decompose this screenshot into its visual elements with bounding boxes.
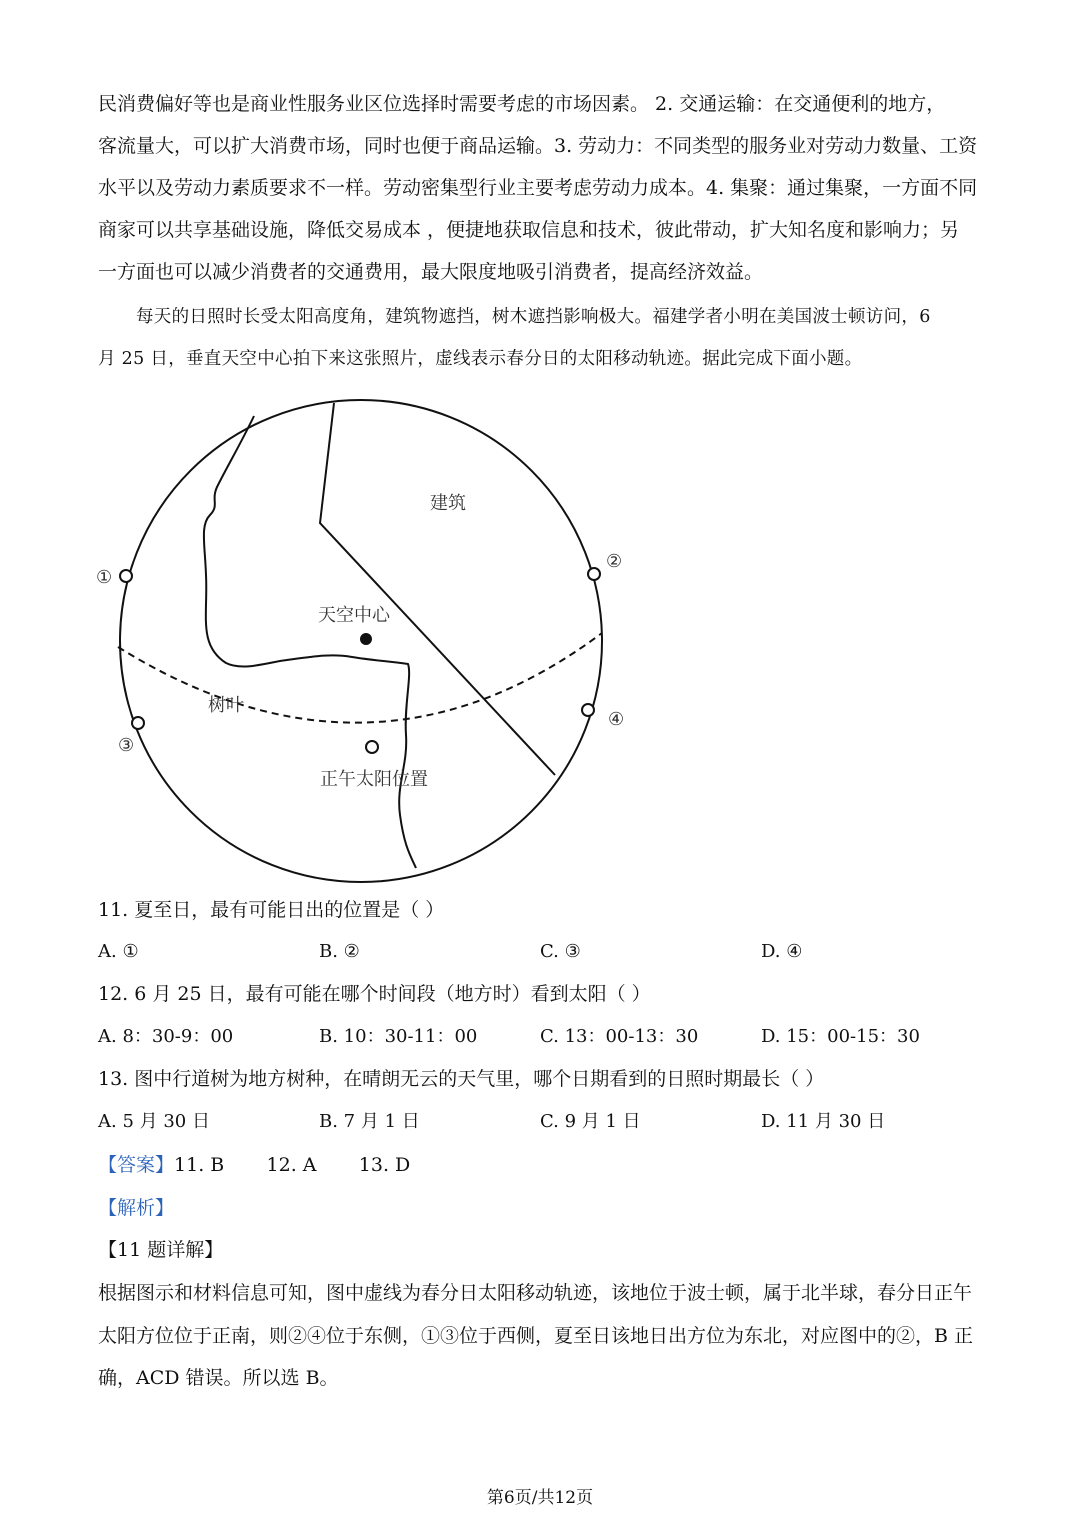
noon-sun-label: 正午太阳位置 — [320, 769, 428, 790]
paragraph-line: 民消费偏好等也是商业性服务业区位选择时需要考虑的市场因素。 2. 交通运输：在交通便利的地方， — [98, 93, 946, 115]
answer-label: 【答案】 — [98, 1154, 175, 1176]
detail-label: 【11 题详解】 — [98, 1239, 224, 1261]
answer-text: 11. B 12. A 13. D — [174, 1154, 411, 1176]
equinox-sun-path — [118, 633, 602, 723]
marker-3-label: ③ — [118, 735, 135, 756]
q13-option-c: C. 9 月 1 日 — [540, 1111, 641, 1132]
answer-line — [98, 1153, 410, 1177]
marker-4 — [582, 704, 594, 716]
q12-option-d: D. 15：00-15：30 — [761, 1026, 920, 1047]
q12-option-a: A. 8：30-9：00 — [98, 1026, 234, 1047]
q12-option-b: B. 10：30-11：00 — [319, 1026, 478, 1047]
q13-option-a: A. 5 月 30 日 — [98, 1111, 210, 1132]
q12-option-c: C. 13：00-13：30 — [540, 1026, 699, 1047]
paragraph-line: 客流量大，可以扩大消费市场，同时也便于商品运输。3. 劳动力：不同类型的服务业对劳动力数量、工资 — [98, 135, 978, 157]
q11-option-a: A. ① — [98, 941, 139, 962]
tree-outline — [204, 416, 416, 868]
question-13: 13. 图中行道树为地方树种，在晴朗无云的天气里，哪个日期看到的日照时期最长（ ） — [98, 1068, 825, 1090]
marker-2-label: ② — [606, 551, 623, 572]
analysis-label: 【解析】 — [98, 1197, 175, 1219]
detail-line: 确，ACD 错误。所以选 B。 — [98, 1367, 339, 1389]
marker-3 — [132, 717, 144, 729]
paragraph-line: 一方面也可以减少消费者的交通费用，最大限度地吸引消费者，提高经济效益。 — [98, 261, 764, 283]
page-footer: 第6页/共12页 — [486, 1488, 594, 1508]
marker-2 — [588, 568, 600, 580]
marker-4-label: ④ — [608, 709, 625, 730]
detail-line: 根据图示和材料信息可知，图中虚线为春分日太阳移动轨迹，该地位于波士顿，属于北半球，春分日正午 — [98, 1282, 973, 1304]
sky-center-dot — [360, 633, 372, 645]
question-12: 12. 6 月 25 日，最有可能在哪个时间段（地方时）看到太阳（ ） — [98, 983, 651, 1005]
building-label: 建筑 — [430, 493, 466, 514]
leaves-label: 树叶 — [208, 695, 244, 716]
q13-option-d: D. 11 月 30 日 — [761, 1111, 886, 1132]
q13-option-b: B. 7 月 1 日 — [319, 1111, 420, 1132]
marker-1-label: ① — [96, 567, 113, 588]
question-11: 11. 夏至日，最有可能日出的位置是（ ） — [98, 899, 445, 921]
sky-center-label: 天空中心 — [318, 605, 390, 626]
marker-1 — [120, 570, 132, 582]
intro-line: 每天的日照时长受太阳高度角，建筑物遮挡，树木遮挡影响极大。福建学者小明在美国波士顿访问，6 — [136, 307, 931, 327]
paragraph-line: 水平以及劳动力素质要求不一样。劳动密集型行业主要考虑劳动力成本。4. 集聚：通过集聚，一方面不同 — [98, 177, 978, 199]
noon-sun-marker — [366, 741, 378, 753]
sky-photo-diagram — [90, 385, 650, 885]
q11-option-c: C. ③ — [540, 941, 581, 962]
intro-line: 月 25 日，垂直天空中心拍下来这张照片，虚线表示春分日的太阳移动轨迹。据此完成下面小题。 — [98, 349, 863, 369]
paragraph-line: 商家可以共享基础设施，降低交易成本 ，便捷地获取信息和技术，彼此带动，扩大知名度和影响力；另 — [98, 219, 960, 241]
q11-option-b: B. ② — [319, 941, 360, 962]
detail-line: 太阳方位位于正南，则②④位于东侧，①③位于西侧，夏至日该地日出方位为东北，对应图中的②，B 正 — [98, 1325, 974, 1347]
q11-option-d: D. ④ — [761, 941, 803, 962]
